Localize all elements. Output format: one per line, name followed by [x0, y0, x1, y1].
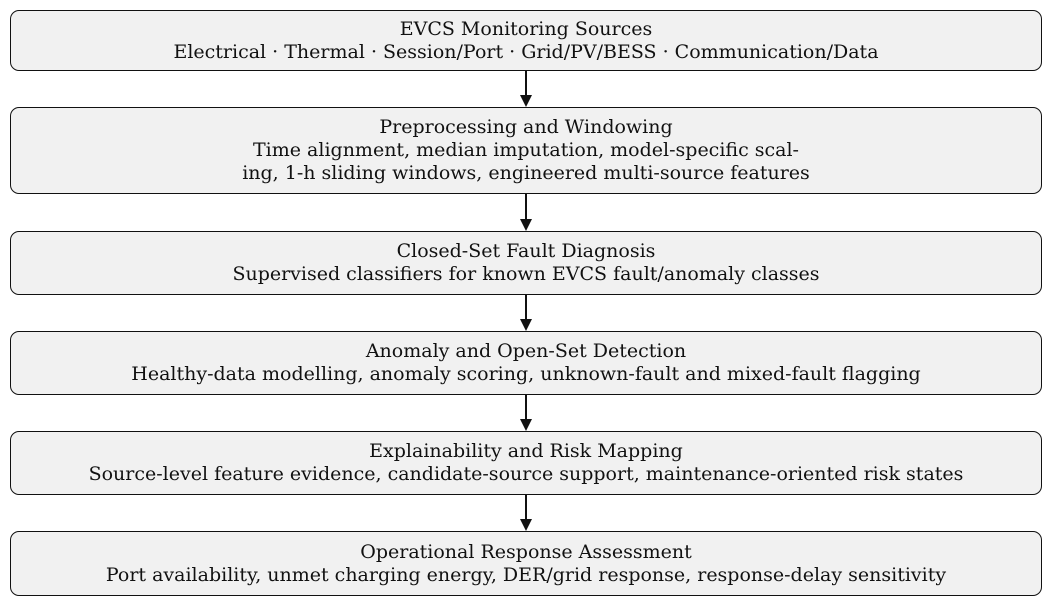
stage-description-line-2: ing, 1-h sliding windows, engineered multi-source features [242, 162, 810, 184]
arrow-shaft [525, 71, 527, 95]
arrow-head [520, 219, 532, 231]
stage-operational-response [10, 531, 1042, 596]
stage-explainability-risk-mapping [10, 431, 1042, 495]
arrow-head [520, 519, 532, 531]
arrow-head [520, 419, 532, 431]
stage-title: Explainability and Risk Mapping [369, 440, 683, 462]
stage-description: Healthy-data modelling, anomaly scoring, unknown-fault and mixed-fault flagging [131, 363, 921, 385]
stage-description-line-1: Time alignment, median imputation, model-specific scal- [253, 139, 799, 161]
stage-description: Supervised classifiers for known EVCS fault/anomaly classes [232, 263, 820, 285]
arrow-head [520, 95, 532, 107]
stage-description: Electrical · Thermal · Session/Port · Grid/PV/BESS · Communication/Data [173, 40, 879, 63]
stage-closed-set-diagnosis [10, 231, 1042, 295]
stage-title: Closed-Set Fault Diagnosis [396, 240, 656, 262]
stage-title: Anomaly and Open-Set Detection [365, 340, 687, 362]
arrow-shaft [525, 295, 527, 319]
arrow-shaft [525, 495, 527, 519]
stage-preprocessing-windowing [10, 107, 1042, 194]
arrow-shaft [525, 395, 527, 419]
arrow-shaft [525, 194, 527, 219]
stage-anomaly-open-set-detection [10, 331, 1042, 395]
stage-monitoring-sources [10, 10, 1042, 71]
stage-title: Operational Response Assessment [360, 540, 692, 563]
stage-description: Port availability, unmet charging energy, DER/grid response, response-delay sensitivity [105, 563, 947, 586]
stage-description: Source-level feature evidence, candidate-source support, maintenance-oriented risk states [88, 463, 964, 485]
stage-title: Preprocessing and Windowing [379, 116, 673, 138]
arrow-head [520, 319, 532, 331]
stage-title: EVCS Monitoring Sources [399, 17, 653, 40]
